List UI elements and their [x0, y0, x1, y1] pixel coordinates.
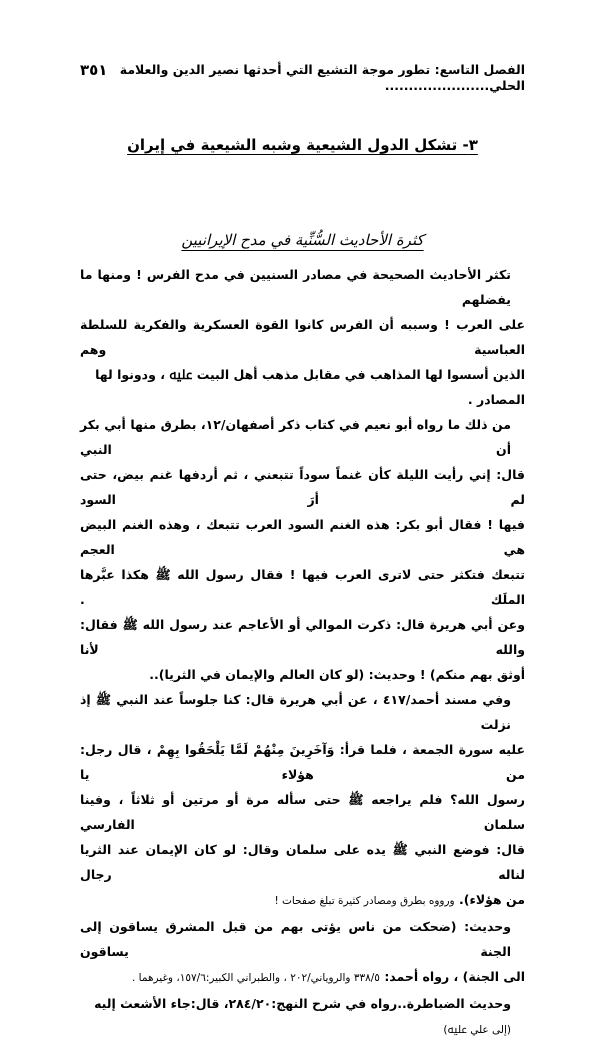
text-line	[80, 964, 525, 991]
subsection-title	[20, 231, 585, 249]
line-text: وفي مسند أحمد/٤١٧ ، عن أبي هريرة قال: كنا جلوساً عند النبي ﷺ إذ نزلت	[80, 692, 511, 732]
text-line	[80, 562, 525, 612]
line-text: من هؤلاء).	[458, 892, 525, 907]
text-line	[80, 662, 525, 687]
text-line	[80, 362, 525, 412]
text-line	[80, 887, 525, 914]
line-text: على العرب ! وسببه أن الفرس كانوا القوة العسكرية والفكرية للسلطة العباسية وهم	[80, 317, 525, 357]
text-line	[80, 991, 525, 1043]
line-text: من ذلك ما رواه أبو نعيم في كتاب ذكر أصفهان/١٢، بطرق منها أبي بكر أن النبي	[80, 417, 511, 457]
subsection-title-text: كثرة الأحاديث السُّنِّية في مدح الإيرانيين	[181, 231, 424, 249]
body-text	[80, 262, 525, 1043]
text-line	[80, 612, 525, 662]
page-number: ٣٥١	[80, 61, 108, 79]
line-text: رسول الله؟ فلم يراجعه ﷺ حتى سأله مرة أو مرتين أو ثلاثاً ، وفينا سلمان الفارسي	[80, 792, 525, 832]
line-text: قال: إني رأيت الليلة كأن غنماً سوداً تتبعني ، ثم أردفها غنم بيض، حتى لم أرَ السود	[80, 467, 525, 507]
text-line	[80, 837, 525, 887]
line-text: الى الجنة) ، رواه أحمد:	[384, 969, 525, 984]
line-text: قال: فوضع النبي ﷺ يده على سلمان وقال: لو كان الإيمان عند الثريا لناله رجال	[80, 842, 525, 882]
line-text: تتبعك فتكثر حتى لاترى العرب فيها ! فقال رسول الله ﷺ هكذا عبَّرها الملَك .	[80, 567, 525, 607]
line-text: تكثر الأحاديث الصحيحة في مصادر السنيين في مدح الفرس ! ومنها ما يفضلهم	[80, 267, 511, 307]
line-text: وحديث الضباطرة..رواه في شرح النهج:٢٨٤/٢٠، قال:جاء الأشعث إليه	[94, 996, 511, 1011]
section-title	[20, 136, 585, 154]
line-text: عليه سورة الجمعة ، فلما قرأ: وَآخَرِينَ مِنْهُمْ لَمَّا يَلْحَقُوا بِهِمْ ، قال رجل: من هؤلاء يا	[80, 742, 525, 782]
chapter-title: الفصل التاسع: تطور موجة التشيع التي أحدثها نصير الدين والعلامة الحلي......................	[119, 62, 525, 93]
citation-text: ٣٣٨/٥ والروياني/٢٠٢ ، والطبراني الكبير:١٥٧/٦، وغيرهما .	[132, 972, 380, 984]
citation-text: ورووه بطرق ومصادر كثيرة تبلغ صفحات !	[274, 895, 455, 907]
running-header	[80, 62, 525, 94]
text-line	[80, 262, 525, 312]
section-title-text: ٣- تشكل الدول الشيعية وشبه الشيعية في إيران	[127, 136, 478, 154]
text-line	[80, 787, 525, 837]
line-text: الذين أسسوا لها المذاهب في مقابل مذهب أهل البيت ﷷ ، ودونوا لها المصادر .	[95, 367, 525, 407]
text-line	[80, 737, 525, 787]
line-text: وحديث: (ضحكت من ناس يؤتى بهم من قبل المشرق يساقون إلى الجنة يساقون	[80, 919, 511, 959]
text-line	[80, 512, 525, 562]
text-line	[80, 312, 525, 362]
text-line	[80, 462, 525, 512]
text-line	[80, 687, 525, 737]
text-line	[80, 914, 525, 964]
line-text: وعن أبي هريرة قال: ذكرت الموالي أو الأعاجم عند رسول الله ﷺ فقال: والله لأنا	[80, 617, 525, 657]
citation-text: (إلى علي ﷷ)	[443, 1024, 511, 1036]
line-text: أوثق بهم منكم) ! وحديث: (لو كان العالم والإيمان في الثريا)..	[149, 667, 525, 682]
text-line	[80, 412, 525, 462]
line-text: فيها ! فقال أبو بكر: هذه الغنم السود العرب تتبعك ، وهذه الغنم البيض هي العجم	[80, 517, 525, 557]
